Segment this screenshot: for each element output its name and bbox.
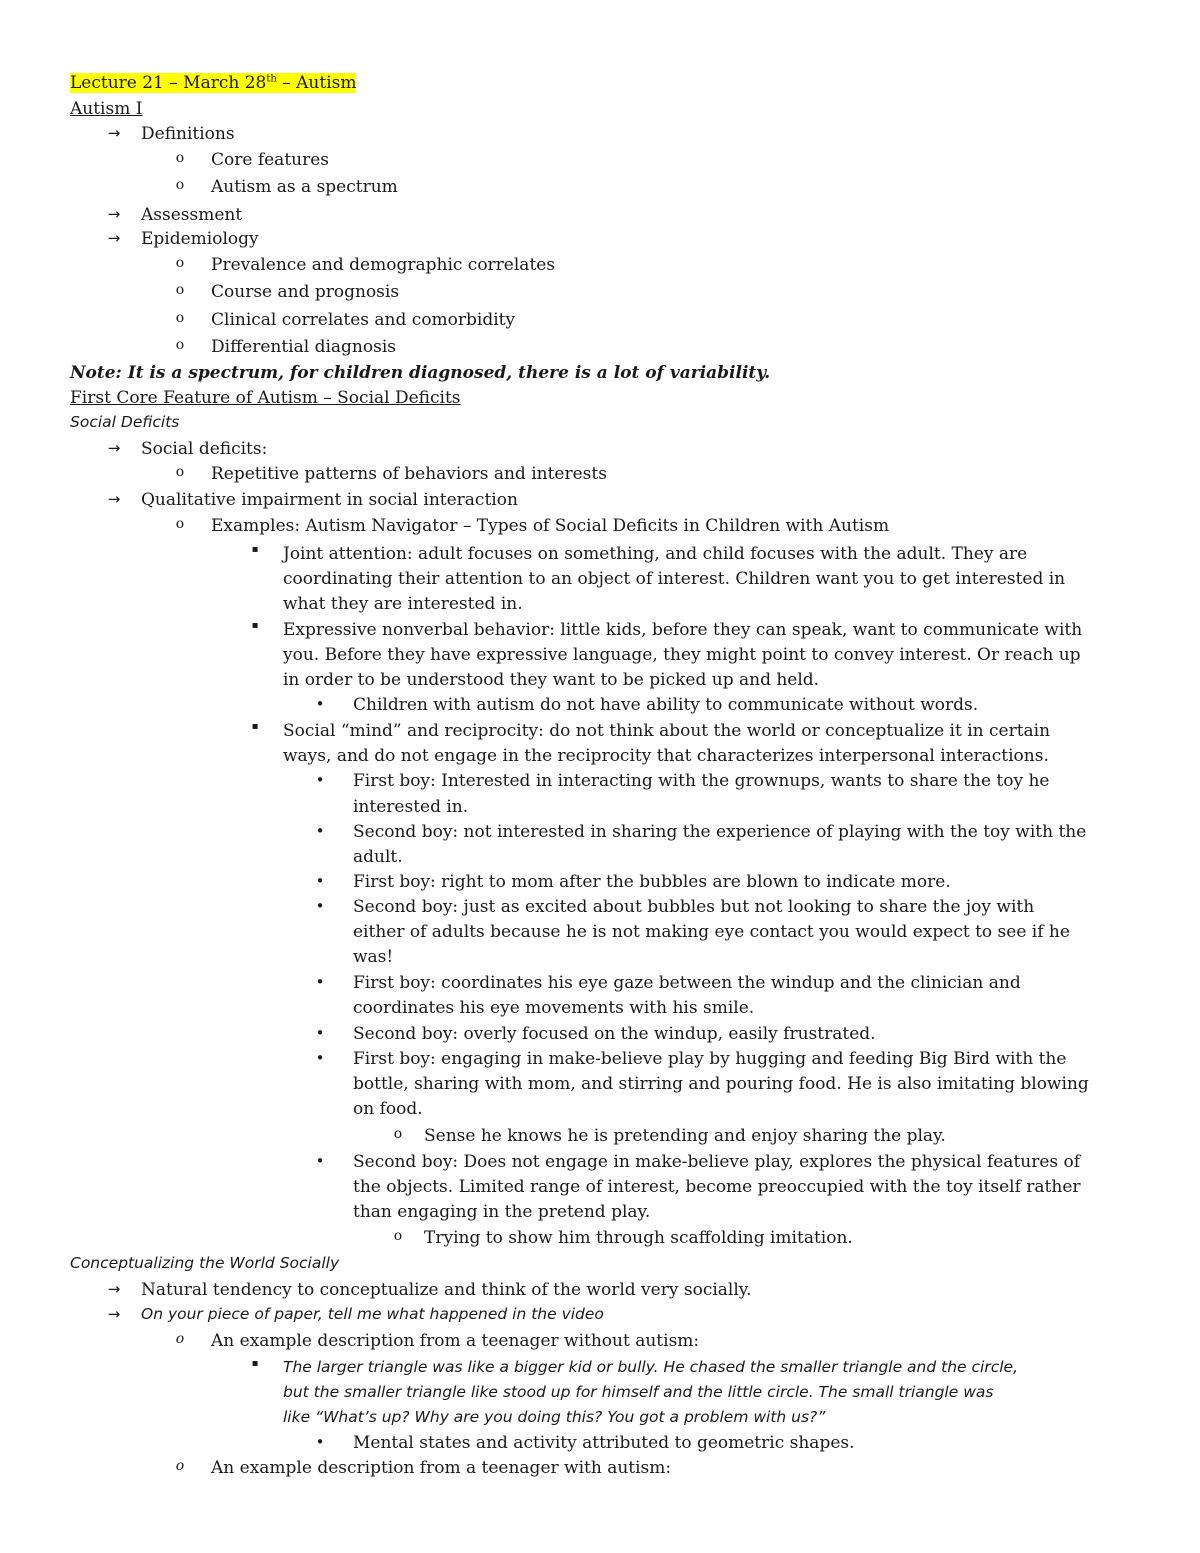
list-item: • First boy: engaging in make-believe play by hugging and feeding Big Bird with the [0,1049,1200,1074]
arrow-bullet-icon: → [107,1280,121,1298]
list-item: o Differential diagnosis [0,337,1200,362]
list-item: • First boy: coordinates his eye gaze between the windup and the clinician and [0,973,1200,998]
round-bullet-icon: • [315,1024,325,1042]
list-item: o Prevalence and demographic correlates [0,255,1200,280]
note-text: : It is a spectrum, for children diagnosed, there is a lot of variability. [115,363,771,383]
round-bullet-icon: • [315,973,325,991]
list-item: • Children with autism do not have ability to communicate without words. [0,695,1200,720]
list-item: o Repetitive patterns of behaviors and interests [0,464,1200,489]
section-subheading: Conceptualizing the World Socially [70,1254,340,1272]
round-bullet-icon: • [315,872,325,890]
list-item: o An example description from a teenager with autism: [0,1458,1200,1483]
square-bullet-icon: ▪ [251,620,259,631]
arrow-bullet-icon: → [107,490,121,508]
circle-bullet-icon: o [175,1458,185,1474]
document-page: Lecture 21 – March 28th – Autism Autism I → Definitions o Core features o Autism as a spectrum → Assessment → Epidemiology o Prevalence and demographic correlates o Course and prognosis o Clinical correlates and comorbidity o Differential diagnosis Note: It is a spectrum, for children diagnosed, there is a lot of variability. First Core Feature of Autism – Social Deficits Social Deficits → Social deficits: o Repetitive patterns of behaviors and interests → Qualitative impairment in social interaction o Examples: Autism Navigator – Types of Social Deficits in Children with Autism ▪ Joint attention: adult focuses on something, and child focuses with the adult. They are coordinating their attention to an object of interest. Children want you to get interested in what they are interested in. ▪ Expressive nonverbal behavior: little kids, before they can speak, want to communicate with you. Before they have expressive language, they might point to convey interest. Or reach up in order to be understood they want to be picked up and held. • Children with autism do not have ability to communicate without words. ▪ Social “mind” and reciprocity: do not think about the world or conceptualize it in certain ways, and do not engage in the reciprocity that characterizes interpersonal interactions. • First boy: Interested in interacting with the grownups, wants to share the toy he interested in. • Second boy: not interested in sharing the experience of playing with the toy with the adult. • First boy: right to mom after the bubbles are blown to indicate more. • Second boy: just as excited about bubbles but not looking to share the joy with either of adults because he is not making eye contact you would expect to see if he was! • First boy: coordinates his eye gaze between the windup and the clinician and coordinates his eye movements with his smile. • Second boy: overly focused on the windup, easily frustrated. • First boy: engaging in make-believe play by hugging and feeding Big Bird with the bottle, sharing with mom, and stirring and pouring food. He is also imitating blowing on food. o Sense he knows he is pretending and enjoy sharing the play. • Second boy: Does not engage in make-believe play, explores the physical features of the objects. Limited range of interest, become preoccupied with the toy itself rather than engaging in the pretend play. o Trying to show him through scaffolding imitation. Conceptualizing the World Socially → Natural tendency to conceptualize and think of the world very socially. → On your piece of paper, tell me what happened in the video o An example description from a teenager without autism: ▪ The larger triangle was like a bigger kid or bully. He chased the smaller triangle and the circle, but the smaller triangle like stood up for himself and the little circle. The small triangle was like “What’s up? Why are you doing this? You got a problem with us?” • Mental states and activity attributed to geometric shapes. o An example description from a teenager with autism: [0,0,1200,1553]
list-item: o Sense he knows he is pretending and enjoy sharing the play. [0,1126,1200,1151]
square-bullet-icon: ▪ [251,721,259,732]
list-item: → Epidemiology [0,229,1200,254]
lecture-title [0,73,1200,98]
list-item: o An example description from a teenager without autism: [0,1331,1200,1356]
round-bullet-icon: • [315,1152,325,1170]
list-item: → Natural tendency to conceptualize and think of the world very socially. [0,1280,1200,1305]
circle-bullet-icon: o [175,464,185,480]
list-item: → Social deficits: [0,439,1200,464]
square-bullet-icon: ▪ [251,544,259,555]
list-item: • Second boy: just as excited about bubbles but not looking to share the joy with [0,897,1200,922]
lecture-title-text: Lecture 21 – March 28th – Autism [70,73,357,93]
list-item: • Second boy: not interested in sharing the experience of playing with the toy with the [0,822,1200,847]
list-item: • Second boy: overly focused on the windup, easily frustrated. [0,1024,1200,1049]
list-item: → On your piece of paper, tell me what happened in the video [0,1305,1200,1330]
circle-bullet-icon: o [175,516,185,532]
circle-bullet-icon: o [175,310,185,326]
section-heading: First Core Feature of Autism – Social Deficits [70,388,461,408]
list-item: • Second boy: Does not engage in make-believe play, explores the physical features of [0,1152,1200,1177]
list-item: o Core features [0,150,1200,175]
list-item: → Qualitative impairment in social interaction [0,490,1200,515]
section-subheading: Social Deficits [70,413,180,431]
arrow-bullet-icon: → [107,205,121,223]
circle-bullet-icon: o [175,282,185,298]
list-item: o Autism as a spectrum [0,177,1200,202]
arrow-bullet-icon: → [107,439,121,457]
list-item: • First boy: right to mom after the bubbles are blown to indicate more. [0,872,1200,897]
list-item: o Trying to show him through scaffolding imitation. [0,1228,1200,1253]
arrow-bullet-icon: → [107,124,121,142]
outline-heading: Autism I [70,99,143,119]
circle-bullet-icon: o [393,1126,403,1142]
list-item: ▪ Joint attention: adult focuses on something, and child focuses with the adult. They are [0,544,1200,569]
list-item: ▪ The larger triangle was like a bigger kid or bully. He chased the smaller triangle and the circle, [0,1358,1200,1383]
circle-bullet-icon: o [393,1228,403,1244]
circle-bullet-icon: o [175,177,185,193]
arrow-bullet-icon: → [107,1305,121,1323]
note-line [0,363,1200,388]
arrow-bullet-icon: → [107,229,121,247]
list-item: • First boy: Interested in interacting with the grownups, wants to share the toy he [0,771,1200,796]
list-item: → Definitions [0,124,1200,149]
list-item: o Examples: Autism Navigator – Types of Social Deficits in Children with Autism [0,516,1200,541]
circle-bullet-icon: o [175,337,185,353]
list-item: • Mental states and activity attributed to geometric shapes. [0,1433,1200,1458]
list-item: o Course and prognosis [0,282,1200,307]
list-item: → Assessment [0,205,1200,230]
round-bullet-icon: • [315,1433,325,1451]
square-bullet-icon: ▪ [251,1358,259,1369]
round-bullet-icon: • [315,822,325,840]
list-item: ▪ Social “mind” and reciprocity: do not think about the world or conceptualize it in certain [0,721,1200,746]
circle-bullet-icon: o [175,255,185,271]
note-label: Note [70,363,116,383]
round-bullet-icon: • [315,897,325,915]
round-bullet-icon: • [315,1049,325,1067]
round-bullet-icon: • [315,695,325,713]
circle-bullet-icon: o [175,1331,185,1347]
list-item: ▪ Expressive nonverbal behavior: little kids, before they can speak, want to communicate with [0,620,1200,645]
circle-bullet-icon: o [175,150,185,166]
list-item: o Clinical correlates and comorbidity [0,310,1200,335]
round-bullet-icon: • [315,771,325,789]
